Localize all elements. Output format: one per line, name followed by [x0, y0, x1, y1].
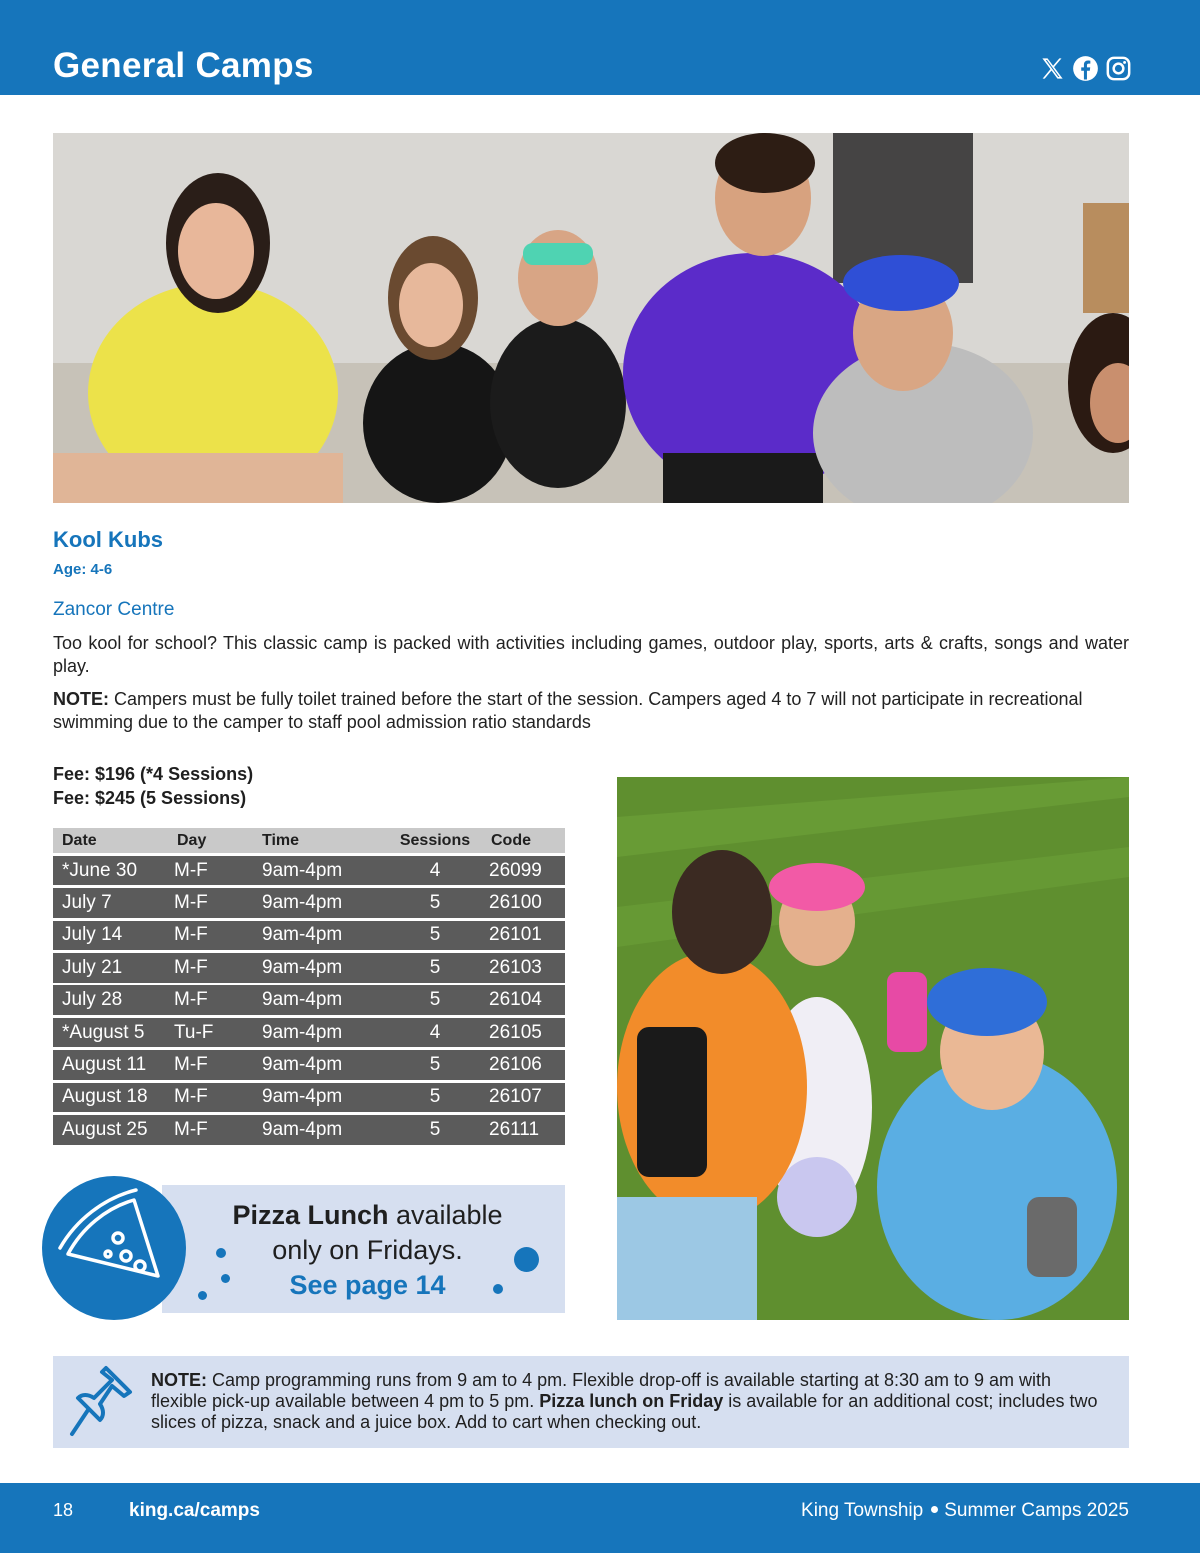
- header-time: Time: [262, 831, 300, 849]
- website-link[interactable]: king.ca/camps: [129, 1500, 260, 1521]
- camp-age: Age: 4-6: [53, 561, 113, 578]
- cell-code: 26101: [489, 924, 542, 946]
- footer-publication: [801, 1500, 1129, 1522]
- cell-time: 9am-4pm: [262, 956, 343, 978]
- table-row: [53, 1018, 565, 1048]
- social-links: [1039, 55, 1132, 82]
- page-title: General Camps: [53, 46, 314, 85]
- cell-time: 9am-4pm: [262, 1086, 343, 1108]
- cell-sessions: 5: [429, 1118, 441, 1140]
- cell-sessions: 5: [429, 924, 441, 946]
- table-row: [53, 888, 565, 918]
- cell-time: 9am-4pm: [262, 859, 343, 881]
- cell-code: 26105: [489, 1021, 542, 1043]
- cell-code: 26107: [489, 1086, 542, 1108]
- x-icon[interactable]: [1039, 55, 1066, 82]
- cell-time: 9am-4pm: [262, 892, 343, 914]
- table-row: [53, 1083, 565, 1113]
- bottom-note-part1: Camp programming runs from 9 am to 4 pm. Flexible drop-off is available starting at 8:30 am to 9 am with flexible pick-up available between 4 pm to 5 pm.: [151, 1370, 1052, 1411]
- note-label: NOTE:: [53, 689, 109, 709]
- cell-time: 9am-4pm: [262, 1118, 343, 1140]
- note-text: Campers must be fully toilet trained before the start of the session. Campers aged 4 to 7 will not participate in recreational swimming due to the camper to staff pool admission ratio standards: [53, 689, 1083, 732]
- cell-time: 9am-4pm: [262, 1053, 343, 1075]
- cell-code: 26106: [489, 1053, 542, 1075]
- cell-sessions: 5: [429, 892, 441, 914]
- table-row: [53, 921, 565, 951]
- cell-date: *June 30: [62, 859, 138, 881]
- cell-day: Tu-F: [174, 1021, 214, 1043]
- pizza-headline-rest: available: [388, 1200, 503, 1230]
- cell-day: M-F: [174, 956, 208, 978]
- bottom-note-text: [151, 1370, 1111, 1433]
- schedule-table: [53, 828, 565, 1145]
- cell-date: July 7: [62, 892, 112, 914]
- cell-code: 26100: [489, 892, 542, 914]
- header-sessions: Sessions: [399, 831, 471, 849]
- cell-sessions: 5: [429, 1086, 441, 1108]
- cell-day: M-F: [174, 1053, 208, 1075]
- instagram-icon[interactable]: [1105, 55, 1132, 82]
- table-row: [53, 953, 565, 983]
- cell-time: 9am-4pm: [262, 924, 343, 946]
- header-code: Code: [491, 831, 531, 849]
- cell-day: M-F: [174, 989, 208, 1011]
- cell-date: August 11: [62, 1053, 147, 1075]
- cell-date: August 18: [62, 1086, 148, 1108]
- cell-day: M-F: [174, 892, 208, 914]
- bottom-note-part2: is available for an additional cost; includes two slices of pizza, snack and a juice box. Add to cart when checking out.: [151, 1391, 1098, 1432]
- header-day: Day: [177, 831, 207, 849]
- cell-sessions: 5: [429, 1053, 441, 1075]
- cell-time: 9am-4pm: [262, 1021, 343, 1043]
- pizza-subline: only on Fridays.: [272, 1235, 463, 1265]
- cell-day: M-F: [174, 924, 208, 946]
- campers-group-photo: [53, 133, 1129, 503]
- campers-outdoor-photo: [617, 777, 1129, 1320]
- cell-sessions: 5: [429, 989, 441, 1011]
- cell-date: July 28: [62, 989, 123, 1011]
- cell-sessions: 5: [429, 956, 441, 978]
- schedule-header-row: [53, 828, 565, 853]
- camp-location: Zancor Centre: [53, 599, 175, 620]
- camp-description: Too kool for school? This classic camp is packed with activities including games, outdoor play, sports, arts & crafts, songs and water play.: [53, 633, 1129, 676]
- cell-time: 9am-4pm: [262, 989, 343, 1011]
- pushpin-icon: [66, 1360, 138, 1442]
- bullet-separator: [931, 1506, 938, 1513]
- facebook-icon[interactable]: [1072, 55, 1099, 82]
- footer-publication-title: Summer Camps 2025: [944, 1500, 1129, 1521]
- cell-date: July 21: [62, 956, 123, 978]
- cell-day: M-F: [174, 1086, 208, 1108]
- cell-date: *August 5: [62, 1021, 145, 1043]
- cell-code: 26104: [489, 989, 542, 1011]
- bottom-note-bold: Pizza lunch on Friday: [539, 1391, 724, 1411]
- header-date: Date: [62, 831, 97, 849]
- cell-code: 26111: [489, 1118, 540, 1140]
- cell-date: July 14: [62, 924, 123, 946]
- cell-date: August 25: [62, 1118, 148, 1140]
- cell-sessions: 4: [429, 859, 441, 881]
- cell-day: M-F: [174, 1118, 208, 1140]
- pizza-headline-bold: Pizza Lunch: [232, 1200, 389, 1230]
- table-row: [53, 1050, 565, 1080]
- page-number: 18: [53, 1500, 74, 1520]
- cell-sessions: 4: [429, 1021, 441, 1043]
- table-row: [53, 856, 565, 886]
- camp-note: [53, 688, 1129, 734]
- cell-code: 26099: [489, 859, 542, 881]
- footer-org: King Township: [801, 1500, 924, 1521]
- pizza-page-link[interactable]: See page 14: [289, 1270, 446, 1300]
- cell-code: 26103: [489, 956, 542, 978]
- camp-name: Kool Kubs: [53, 527, 163, 552]
- fee-five-sessions: Fee: $245 (5 Sessions): [53, 788, 247, 808]
- pizza-headline: [162, 1200, 573, 1231]
- table-row: [53, 985, 565, 1015]
- bottom-note-label: NOTE:: [151, 1370, 207, 1390]
- fee-four-sessions: Fee: $196 (*4 Sessions): [53, 764, 254, 784]
- cell-day: M-F: [174, 859, 208, 881]
- table-row: [53, 1115, 565, 1145]
